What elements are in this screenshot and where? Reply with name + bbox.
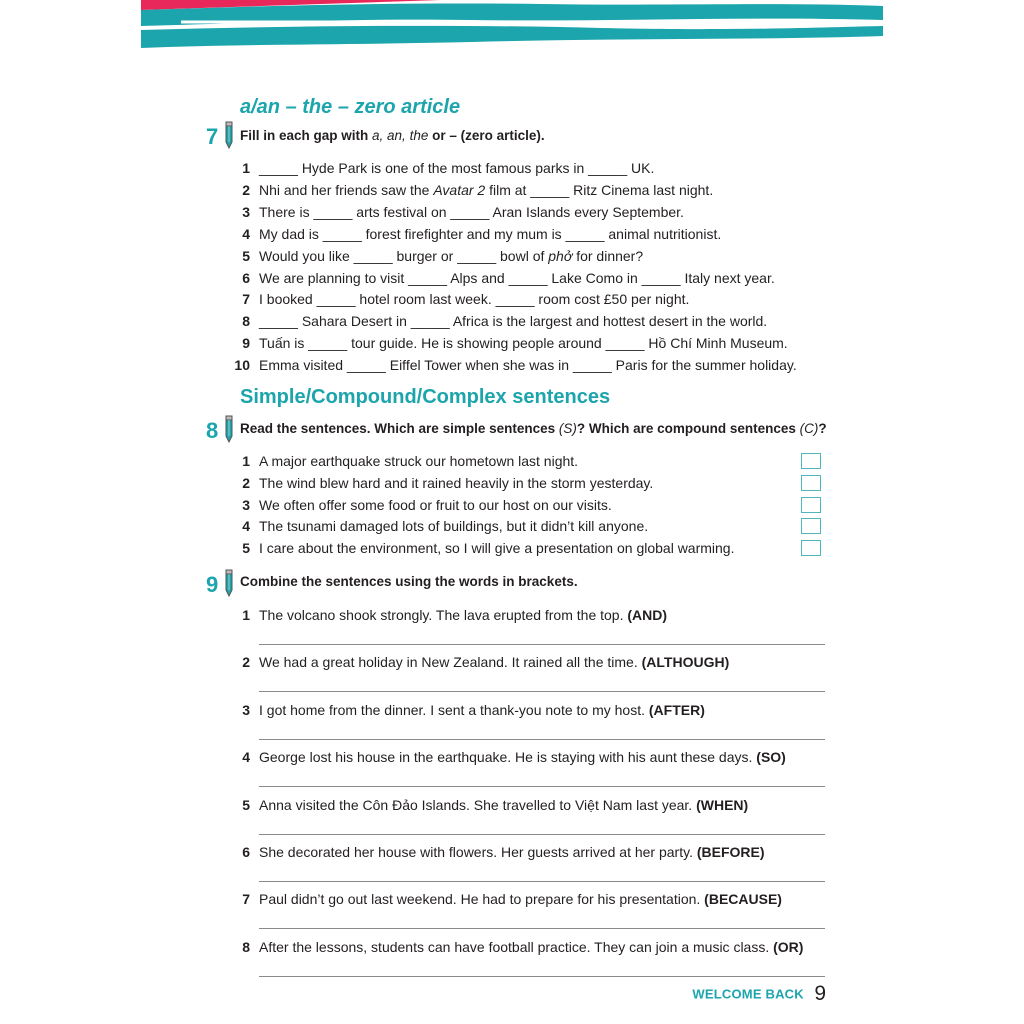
exercise-instruction: Fill in each gap with a, an, the or – (zero article). [240,128,545,143]
item-text: Tuấn is _____ tour guide. He is showing people around _____ Hồ Chí Minh Museum. [259,335,788,352]
item-number: 3 [242,496,250,513]
list-item [228,700,705,720]
list-item [228,747,786,767]
pencil-icon [222,414,236,444]
item-number: 4 [242,518,250,535]
keyword: (BECAUSE) [704,891,782,908]
item-number: 2 [242,654,250,671]
list-item [228,180,713,200]
list-item [228,246,643,266]
item-text: I got home from the dinner. I sent a thank-you note to my host. [259,701,649,718]
item-number: 8 [242,313,250,330]
list-item [228,495,612,515]
unit-label: WELCOME BACK [692,986,804,1002]
item-number: 3 [242,701,250,718]
answer-line[interactable] [259,644,825,645]
answer-line[interactable] [259,834,825,835]
list-item [228,937,803,957]
item-text: Anna visited the Côn Đảo Islands. She travelled to Việt Nam last year. [259,796,697,813]
item-text: We often offer some food or fruit to our host on our visits. [259,496,612,513]
item-text: After the lessons, students can have football practice. They can join a music class. [259,938,774,955]
item-number: 9 [242,335,250,352]
exercise-number: 8 [206,418,219,443]
list-item [228,516,648,536]
list-item [228,795,748,815]
answer-line[interactable] [259,786,825,787]
answer-box[interactable] [801,475,821,491]
list-item [228,202,684,222]
list-item [228,333,788,353]
page-footer [692,982,826,1006]
item-text: George lost his house in the earthquake. He is staying with his aunt these days. [259,749,757,766]
keyword: (OR) [773,938,804,955]
item-text: The volcano shook strongly. The lava erupted from the top. [259,607,628,623]
answer-line[interactable] [259,691,825,692]
item-text: _____ Sahara Desert in _____ Africa is the largest and hottest desert in the world. [259,313,768,330]
section-title-articles: a/an – the – zero article [240,96,461,118]
list-item [228,268,775,288]
item-text: Emma visited _____ Eiffel Tower when she was in _____ Paris for the summer holiday. [259,357,797,374]
answer-box[interactable] [801,453,821,469]
item-number: 4 [242,225,250,242]
list-item [228,355,797,375]
item-number: 7 [242,891,250,908]
item-number: 6 [242,269,250,286]
item-number: 8 [242,938,250,955]
item-number: 5 [242,540,250,557]
item-number: 1 [242,453,250,469]
keyword: (SO) [756,749,786,766]
keyword: (BEFORE) [696,844,765,860]
item-text: The tsunami damaged lots of buildings, but it didn’t kill anyone. [259,518,649,535]
item-text: We are planning to visit _____ Alps and _____ Lake Como in _____ Italy next year. [259,269,775,286]
list-item [228,451,578,471]
keyword: (ALTHOUGH) [641,654,730,671]
item-number: 10 [234,357,250,374]
answer-line[interactable] [259,928,825,929]
keyword: (AND) [627,607,668,623]
item-text: My dad is _____ forest firefighter and my mum is _____ animal nutritionist. [259,225,722,242]
item-text: Paul didn’t go out last weekend. He had to prepare for his presentation. [259,891,705,908]
pencil-icon [222,120,236,150]
answer-line[interactable] [259,976,825,977]
list-item [228,289,689,309]
exercise-number: 9 [206,572,219,597]
exercise-instruction: Read the sentences. Which are simple sentences (S)? Which are compound sentences (C)? [240,421,827,436]
answer-line[interactable] [259,739,825,740]
item-text: Would you like _____ burger or _____ bowl of phở for dinner? [259,247,644,264]
pencil-icon [222,568,236,598]
list-item [228,224,721,244]
item-text: _____ Hyde Park is one of the most famous parks in _____ UK. [259,160,655,176]
section-title-sentences: Simple/Compound/Complex sentences [240,386,611,408]
exercise-number: 7 [206,124,219,149]
item-text: I care about the environment, so I will give a presentation on global warming. [259,540,735,557]
item-number: 6 [242,844,250,860]
item-number: 1 [242,607,250,623]
item-number: 1 [242,160,250,176]
list-item [228,473,653,493]
item-number: 3 [242,203,250,220]
list-item [228,889,782,909]
list-item [228,842,765,862]
answer-line[interactable] [259,881,825,882]
list-item [228,311,767,331]
item-text: Nhi and her friends saw the Avatar 2 film at _____ Ritz Cinema last night. [259,181,714,198]
item-text: She decorated her house with flowers. Her guests arrived at her party. [259,844,697,860]
item-text: A major earthquake struck our hometown last night. [259,453,579,469]
item-number: 2 [242,181,250,198]
exercise-instruction: Combine the sentences using the words in brackets. [240,574,578,589]
keyword: (WHEN) [696,796,749,813]
answer-box[interactable] [801,497,821,513]
item-text: We had a great holiday in New Zealand. It rained all the time. [259,654,642,671]
item-number: 5 [242,247,250,264]
item-number: 5 [242,796,250,813]
list-item [228,158,654,178]
list-item [228,652,729,672]
item-number: 2 [242,474,250,491]
answer-box[interactable] [801,518,821,534]
list-item [228,538,735,558]
item-number: 4 [242,749,250,766]
header-brush-banner [141,0,883,52]
item-text: There is _____ arts festival on _____ Aran Islands every September. [259,203,684,220]
item-text: The wind blew hard and it rained heavily in the storm yesterday. [259,474,654,491]
answer-box[interactable] [801,540,821,556]
list-item [228,605,667,625]
item-number: 7 [242,291,250,308]
item-text: I booked _____ hotel room last week. _____ room cost £50 per night. [259,291,690,308]
page-number: 9 [814,982,826,1005]
keyword: (AFTER) [648,701,705,718]
